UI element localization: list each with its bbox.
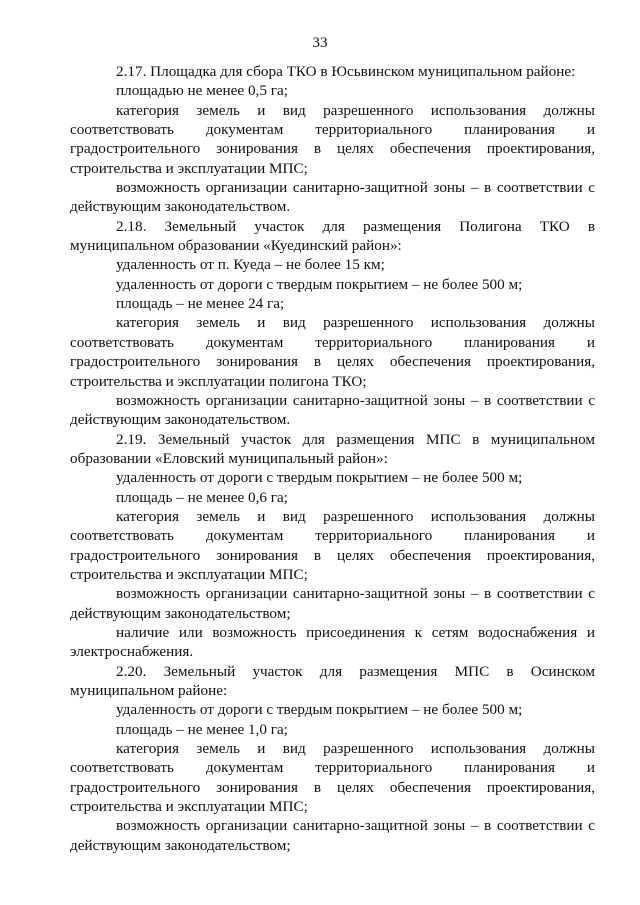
- paragraph-land-category: категория земель и вид разрешенного использования должны соответствовать документам территориального планирования и градостроительного зонирования в целях обеспечения проектирования, строительства и эксплуатации МПС;: [70, 101, 595, 177]
- paragraph-2-20-heading: 2.20. Земельный участок для размещения МПС в Осинском муниципальном районе:: [70, 662, 595, 699]
- paragraph-area: площадь – не менее 1,0 га;: [116, 720, 288, 738]
- paragraph-distance-road: удаленность от дороги с твердым покрытием – не более 500 м;: [116, 701, 523, 719]
- paragraph-2-19-heading: 2.19. Земельный участок для размещения МПС в муниципальном образовании «Еловский муниципальный район»:: [70, 430, 595, 467]
- paragraph-land-category: категория земель и вид разрешенного использования должны соответствовать документам территориального планирования и градостроительного зонирования в целях обеспечения проектирования, строительства и эксплуатации МПС;: [70, 507, 595, 583]
- page-number: 33: [312, 34, 328, 51]
- paragraph-2-17-heading: 2.17. Площадка для сбора ТКО в Юсьвинском муниципальном районе:: [116, 63, 576, 80]
- paragraph-sanitary-zone: возможность организации санитарно-защитной зоны – в соответствии с действующим законодательством;: [70, 585, 595, 622]
- paragraph-distance-kueda: удаленность от п. Куеда – не более 15 км;: [116, 256, 385, 274]
- document-body: [70, 62, 595, 855]
- paragraph-sanitary-zone: возможность организации санитарно-защитной зоны – в соответствии с действующим законодательством.: [70, 391, 595, 429]
- paragraph-area: площадь – не менее 0,6 га;: [116, 488, 288, 506]
- paragraph-area: площадью не менее 0,5 га;: [116, 82, 288, 100]
- paragraph-2-18-heading: 2.18. Земельный участок для размещения Полигона ТКО в муниципальном образовании «Куединский район»:: [70, 217, 595, 255]
- paragraph-land-category: категория земель и вид разрешенного использования должны соответствовать документам территориального планирования и градостроительного зонирования в целях обеспечения проектирования, строительства и эксплуатации полигона ТКО;: [70, 314, 595, 390]
- paragraph-sanitary-zone: возможность организации санитарно-защитной зоны – в соответствии с действующим законодательством;: [70, 817, 595, 854]
- paragraph-distance-road: удаленность от дороги с твердым покрытием – не более 500 м;: [116, 469, 523, 487]
- paragraph-sanitary-zone: возможность организации санитарно-защитной зоны – в соответствии с действующим законодательством.: [70, 179, 595, 216]
- paragraph-distance-road: удаленность от дороги с твердым покрытием – не более 500 м;: [116, 275, 523, 293]
- paragraph-utilities: наличие или возможность присоединения к сетям водоснабжения и электроснабжения.: [70, 623, 595, 661]
- paragraph-land-category: категория земель и вид разрешенного использования должны соответствовать документам территориального планирования и градостроительного зонирования в целях обеспечения проектирования, строительства и эксплуатации МПС;: [70, 740, 595, 816]
- paragraph-area: площадь – не менее 24 га;: [116, 295, 285, 313]
